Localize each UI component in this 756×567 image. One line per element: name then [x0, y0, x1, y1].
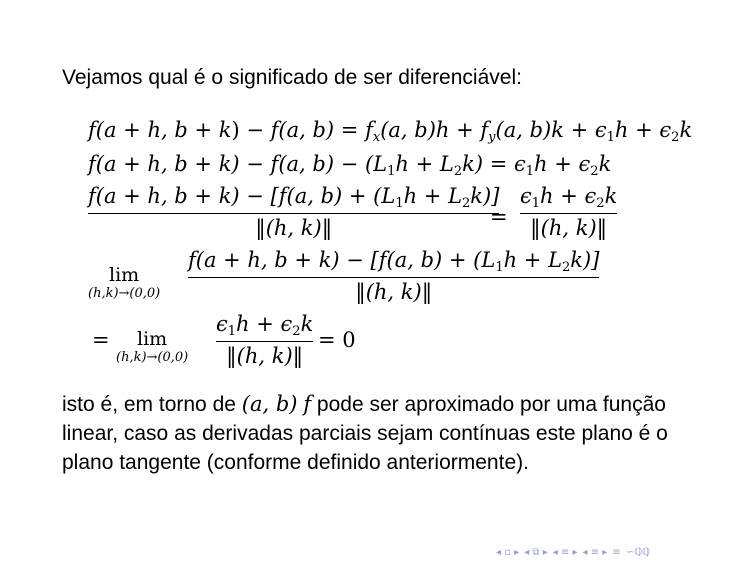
- equals-sign: =: [490, 205, 508, 229]
- difference-quotient: f(a + h, b + k) − [f(a, $b) + (L_1h + L_2k)$] ‖(h, k)‖: [88, 184, 500, 240]
- limit-quotient-2: $\epsilon_1h + \epsilon_2k$ ‖(h, k)‖: [216, 312, 314, 368]
- navigation-bar: [496, 548, 650, 558]
- limit-operator-1: lim (h,k)→(0,0): [88, 264, 161, 301]
- conclusion-text: isto é, em torno de (a, b) f pode ser aproximado por uma função linear, caso as derivadas parciais sejam contínuas este plano é o plano tangente (conforme definido anteriormente).: [62, 392, 668, 474]
- nav-search-icon[interactable]: ∽ℚℚ: [625, 547, 650, 558]
- nav-first-icon[interactable]: ◂ ▫ ▸: [496, 547, 520, 558]
- intro-text: Vejamos qual é o significado de ser diferenciável:: [62, 66, 522, 89]
- leading-equals: =: [92, 328, 110, 352]
- limit-quotient-1: f(a + h, b + k) − [f(a, $b) + (L_1h + L_2k)$] ‖(h, k)‖: [188, 248, 600, 304]
- equation-1: f(a + h, b + k) − f(a, $b) = f_x(a$, $b)h + f_y(a$, $b)k + \epsilon_1h + \epsilon_2k$: [88, 118, 693, 145]
- limit-result: = 0: [318, 328, 356, 352]
- nav-prev-frame-icon[interactable]: ◂ ⧉ ▸: [524, 547, 548, 558]
- limit-operator-2: lim (h,k)→(0,0): [116, 328, 189, 365]
- epsilon-quotient: $\epsilon_1h + \epsilon_2k$ ‖(h, k)‖: [520, 184, 618, 240]
- equation-2: f(a + h, b + k) − f(a, $b) - (L_1h + L_2k) = \epsilon_1h + \epsilon_2k$: [88, 152, 612, 179]
- nav-prev-section-icon[interactable]: ◂ ≡ ▸: [552, 547, 578, 558]
- nav-align-icon[interactable]: ≡: [612, 547, 621, 558]
- nav-prev-subsection-icon[interactable]: ◂ ≡ ▸: [582, 547, 608, 558]
